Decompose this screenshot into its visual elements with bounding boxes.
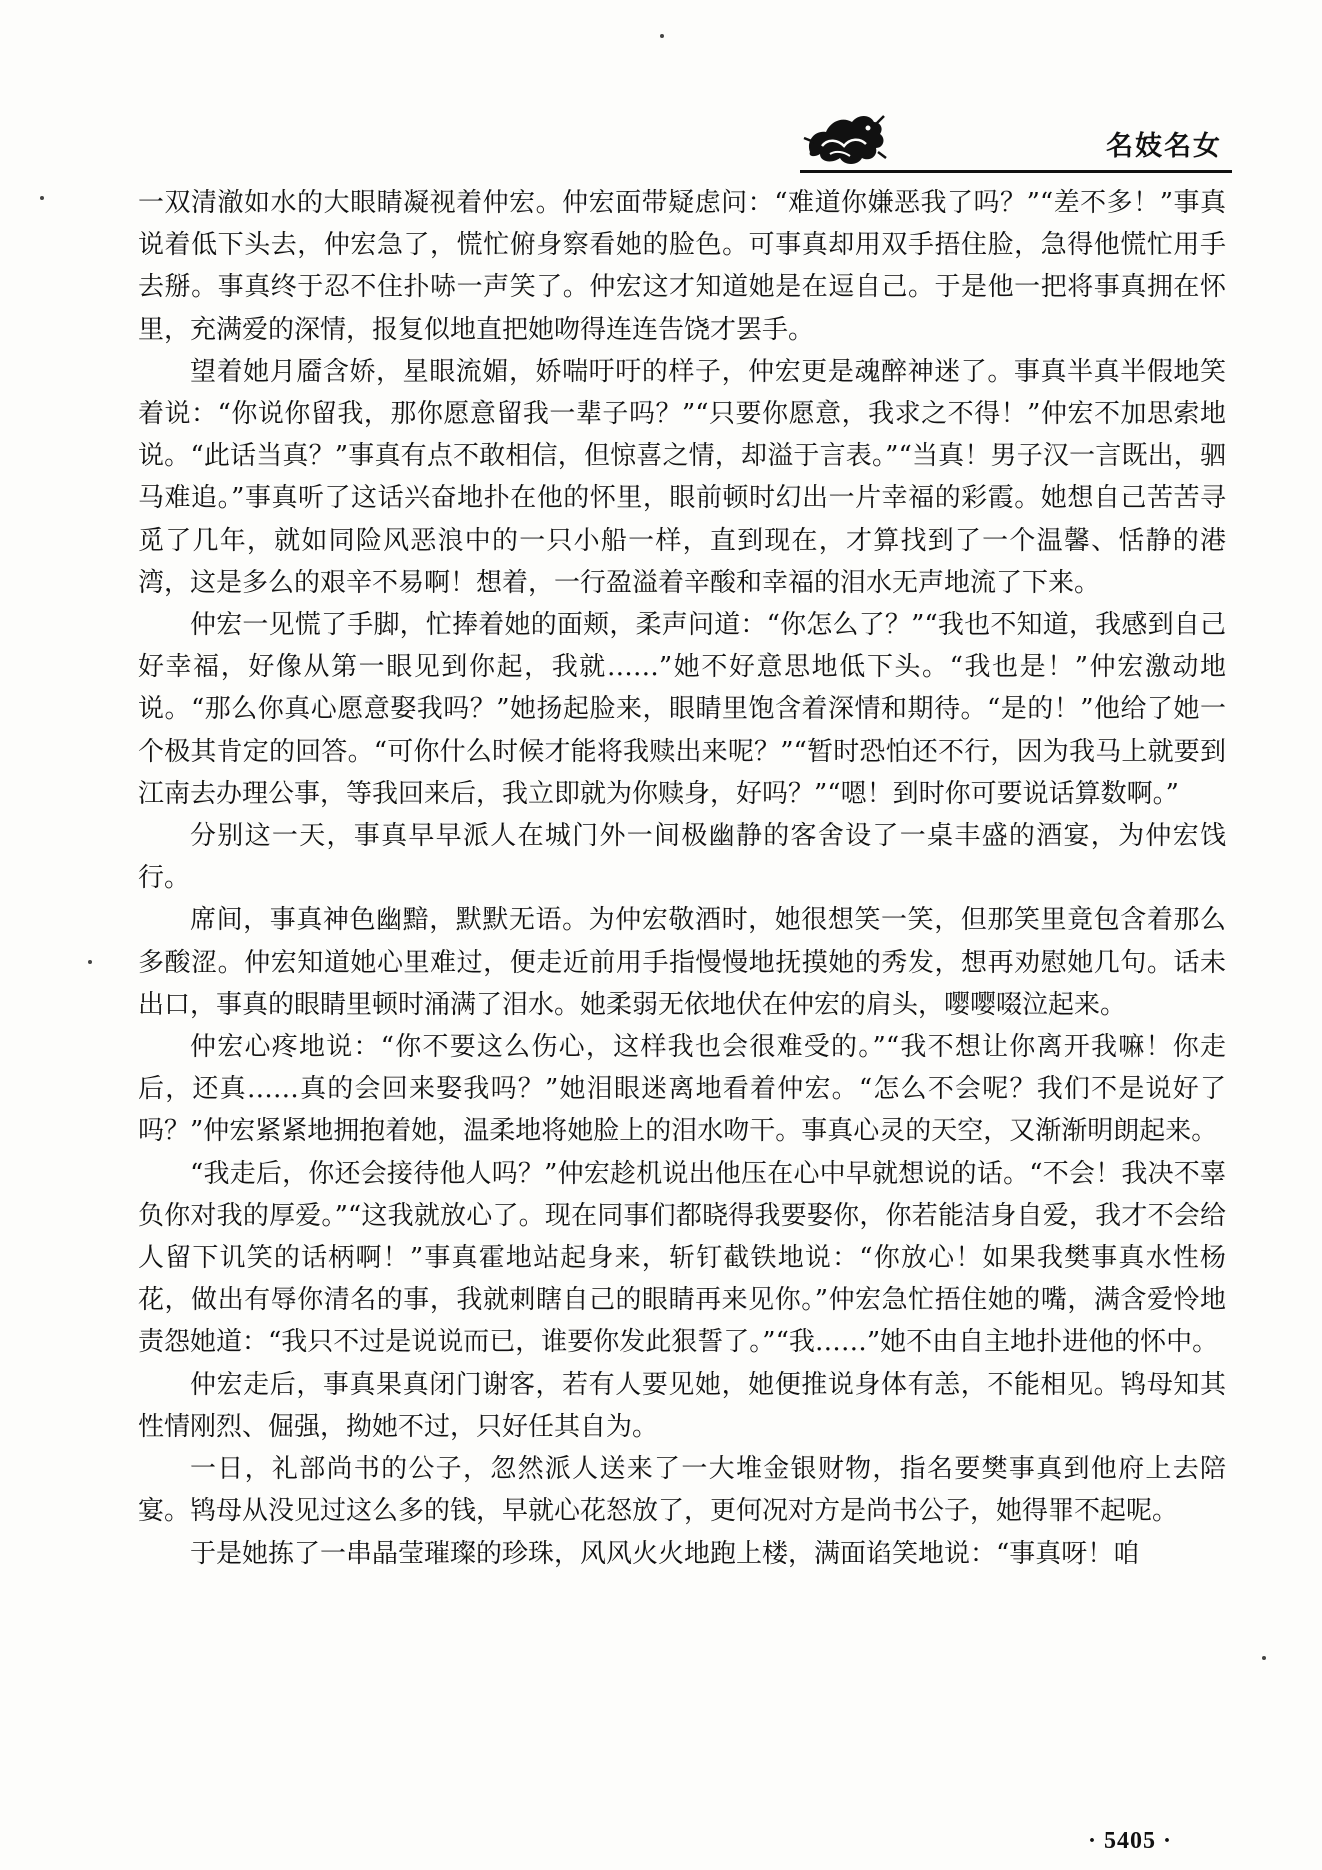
body-text	[138, 182, 1226, 1575]
page-number: · 5405 ·	[1087, 1828, 1172, 1854]
scan-speck	[660, 34, 664, 38]
scan-speck	[1262, 1656, 1266, 1660]
paragraph: 仲宏一见慌了手脚，忙捧着她的面颊，柔声问道：“你怎么了？”“我也不知道，我感到自己好幸福，好像从第一眼见到你起，我就……”她不好意思地低下头。“我也是！”仲宏激动地说。“那么你真心愿意娶我吗？”她扬起脸来，眼睛里饱含着深情和期待。“是的！”他给了她一个极其肯定的回答。“可你什么时候才能将我赎出来呢？”“暂时恐怕还不行，因为我马上就要到江南去办理公事，等我回来后，我立即就为你赎身，好吗？”“嗯！到时你可要说话算数啊。”	[138, 610, 1226, 809]
paragraph: 仲宏心疼地说：“你不要这么伤心，这样我也会很难受的。”“我不想让你离开我嘛！你走后，还真……真的会回来娶我吗？”她泪眼迷离地看着仲宏。“怎么不会呢？我们不是说好了吗？”仲宏紧紧地拥抱着她，温柔地将她脸上的泪水吻干。事真心灵的天空，又渐渐明朗起来。	[138, 1032, 1226, 1147]
paragraph: 一双清澈如水的大眼睛凝视着仲宏。仲宏面带疑虑问：“难道你嫌恶我了吗？”“差不多！”事真说着低下头去，仲宏急了，慌忙俯身察看她的脸色。可事真却用双手捂住脸，急得他慌忙用手去掰。事真终于忍不住扑哧一声笑了。仲宏这才知道她是在逗自己。于是他一把将事真拥在怀里，充满爱的深情，报复似地直把她吻得连连告饶才罢手。	[138, 188, 1226, 345]
paragraph: 分别这一天，事真早早派人在城门外一间极幽静的客舍设了一桌丰盛的酒宴，为仲宏饯行。	[138, 821, 1226, 894]
paragraph: “我走后，你还会接待他人吗？”仲宏趁机说出他压在心中早就想说的话。“不会！我决不辜负你对我的厚爱。”“这我就放心了。现在同事们都晓得我要娶你，你若能洁身自爱，我才不会给人留下讥笑的话柄啊！”事真霍地站起身来，斩钉截铁地说：“你放心！如果我樊事真水性杨花，做出有辱你清名的事，我就刺瞎自己的眼睛再来见你。”仲宏急忙捂住她的嘴，满含爱怜地责怨她道：“我只不过是说说而已，谁要你发此狠誓了。”“我……”她不由自主地扑进他的怀中。	[138, 1158, 1226, 1358]
paragraph: 一日，礼部尚书的公子，忽然派人送来了一大堆金银财物，指名要樊事真到他府上去陪宴。鸨母从没见过这么多的钱，早就心花怒放了，更何况对方是尚书公子，她得罪不起呢。	[138, 1454, 1226, 1527]
paragraph: 仲宏走后，事真果真闭门谢客，若有人要见她，她便推说身体有恙，不能相见。鸨母知其性情刚烈、倔强，拗她不过，只好任其自为。	[138, 1369, 1226, 1442]
paragraph: 望着她月靥含娇，星眼流媚，娇喘吁吁的样子，仲宏更是魂醉神迷了。事真半真半假地笑着说：“你说你留我，那你愿意留我一辈子吗？”“只要你愿意，我求之不得！”仲宏不加思索地说。“此话当真？”事真有点不敢相信，但惊喜之情，却溢于言表。”“当真！男子汉一言既出，驷马难追。”事真听了这话兴奋地扑在他的怀里，眼前顿时幻出一片幸福的彩霞。她想自己苦苦寻觅了几年，就如同险风恶浪中的一只小船一样，直到现在，才算找到了一个温馨、恬静的港湾，这是多么的艰辛不易啊！想着，一行盈溢着辛酸和幸福的泪水无声地流了下来。	[138, 356, 1226, 598]
scan-speck	[40, 196, 44, 200]
paragraph: 席间，事真神色幽黯，默默无语。为仲宏敬酒时，她很想笑一笑，但那笑里竟包含着那么多酸涩。仲宏知道她心里难过，便走近前用手指慢慢地抚摸她的秀发，想再劝慰她几句。话未出口，事真的眼睛里顿时涌满了泪水。她柔弱无依地伏在仲宏的肩头，嘤嘤啜泣起来。	[138, 905, 1226, 1020]
paragraph: 于是她拣了一串晶莹璀璨的珍珠，风风火火地跑上楼，满面谄笑地说：“事真呀！咱	[190, 1538, 1140, 1569]
dragon-emblem-icon	[800, 108, 890, 170]
running-header-title: 名妓名女	[1106, 131, 1222, 162]
scan-speck	[88, 960, 92, 964]
header-rule	[800, 170, 1232, 173]
